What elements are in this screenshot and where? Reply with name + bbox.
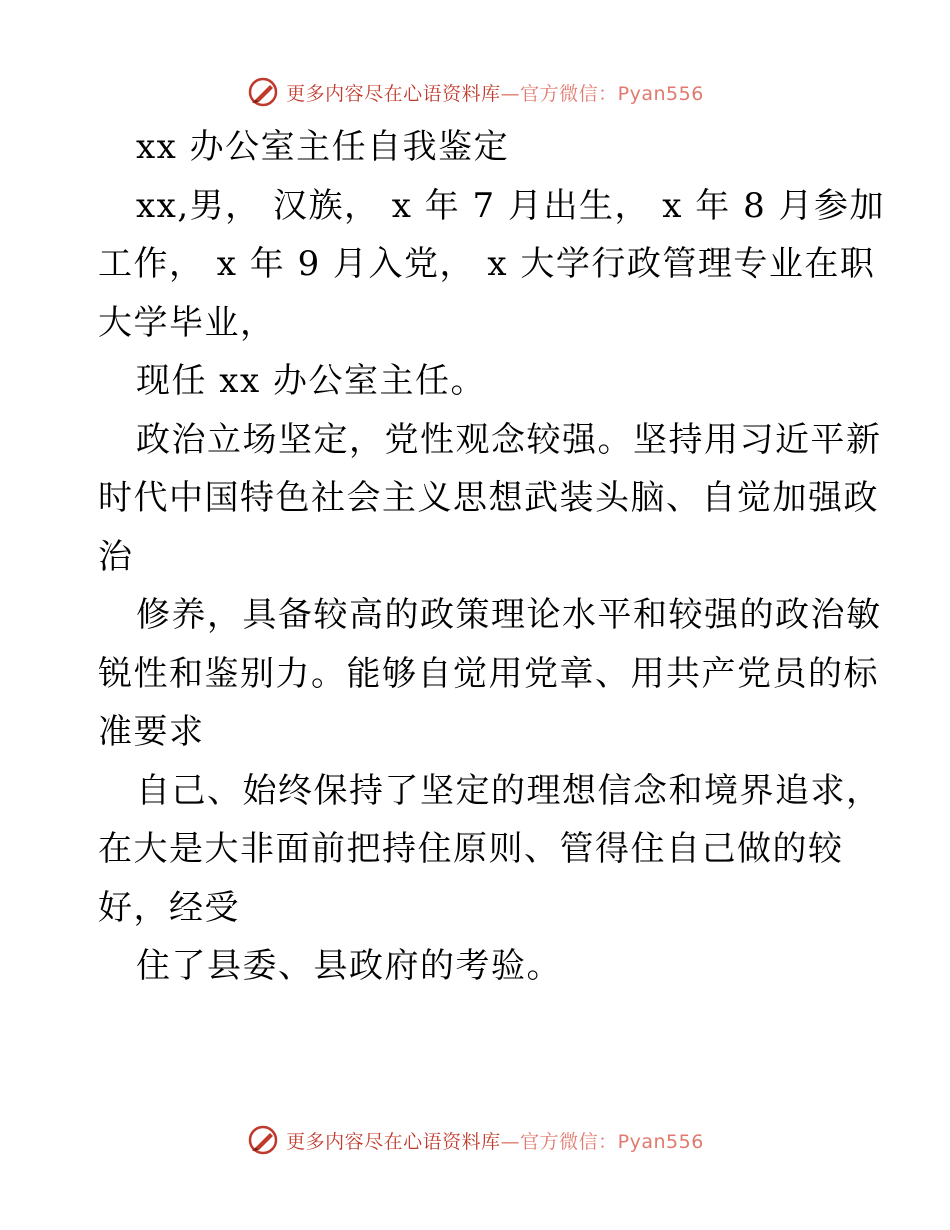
document-title: xx 办公室主任自我鉴定 <box>136 127 510 167</box>
document-body <box>98 118 886 996</box>
paragraph-line: 大学毕业， <box>98 302 276 343</box>
header-banner <box>0 70 950 114</box>
paragraph-line: 在大是大非面前把持住原则、管得住自己做的较 <box>98 829 844 869</box>
paragraph-line: 时代中国特色社会主义思想武装头脑、自觉加强政 <box>98 478 879 518</box>
banner-title: 更多内容尽在心语资料库 <box>286 82 501 105</box>
pen-logo-icon <box>246 1123 280 1157</box>
pen-logo-icon <box>246 75 280 109</box>
paragraph-line: 锐性和鉴别力。能够自觉用党章、用共产党员的标 <box>98 653 879 694</box>
paragraph-line: 自己、始终保持了坚定的理想信念和境界追求， <box>136 770 882 811</box>
paragraph-line: 住了县委、县政府的考验。 <box>136 946 562 986</box>
paragraph-line: xx,男， 汉族， x 年 7 月出生， x 年 8 月参加 <box>136 185 886 226</box>
banner-contact: —官方微信：Pyan556 <box>500 82 704 105</box>
paragraph-line: 政治立场坚定，党性观念较强。坚持用习近平新 <box>136 419 882 460</box>
banner-title: 更多内容尽在心语资料库 <box>286 1130 501 1153</box>
paragraph-line: 治 <box>98 536 134 577</box>
paragraph-line: 准要求 <box>98 712 205 752</box>
paragraph-line: 现任 xx 办公室主任。 <box>136 361 486 401</box>
banner-contact: —官方微信：Pyan556 <box>500 1130 704 1153</box>
banner-text <box>286 1127 704 1154</box>
banner-text <box>286 79 704 106</box>
footer-banner <box>0 1118 950 1162</box>
paragraph-line: 工作， x 年 9 月入党， x 大学行政管理专业在职 <box>98 244 876 284</box>
paragraph-line: 好，经受 <box>98 887 240 928</box>
paragraph-line: 修养，具备较高的政策理论水平和较强的政治敏 <box>136 595 882 635</box>
